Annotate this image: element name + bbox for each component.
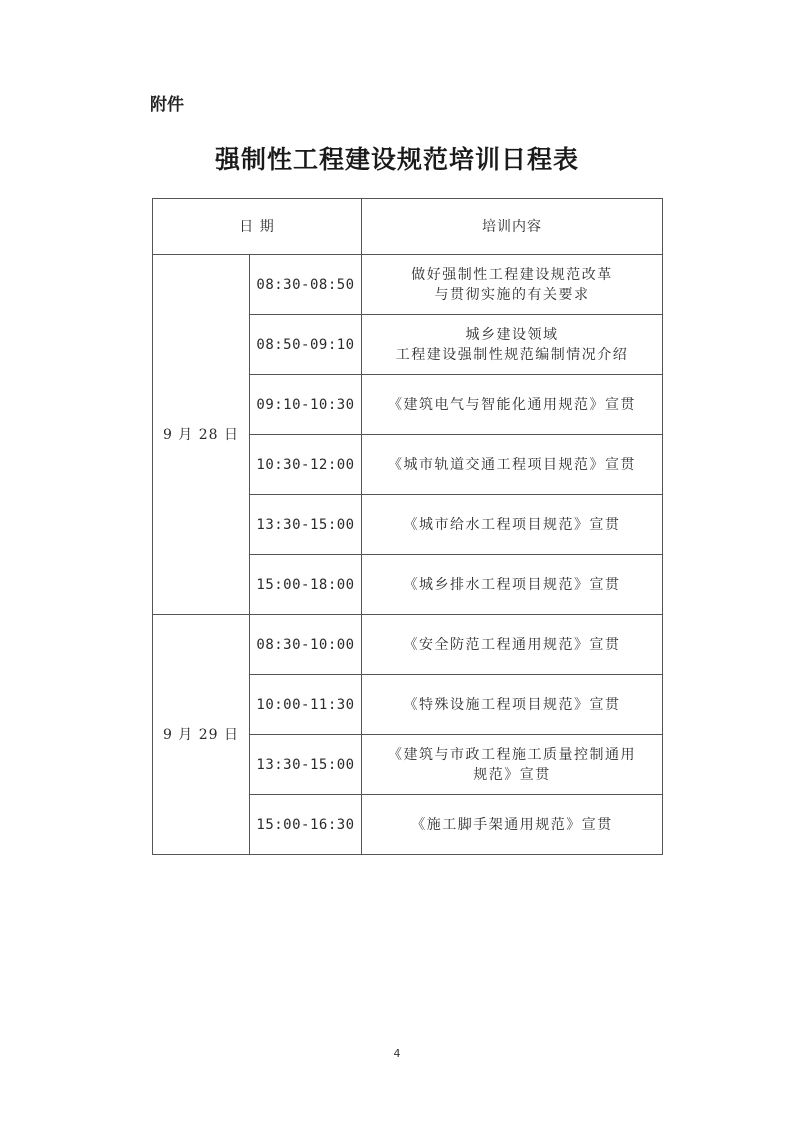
- content-cell: [362, 615, 663, 675]
- content-line: 《城市轨道交通工程项目规范》宣贯: [388, 456, 637, 473]
- content-cell: [362, 315, 663, 375]
- content-cell: [362, 495, 663, 555]
- header-content: 培训内容: [362, 199, 663, 255]
- content-line: 《建筑与市政工程施工质量控制通用: [388, 746, 637, 763]
- time-cell: 10:00-11:30: [250, 675, 362, 735]
- content-cell: [362, 375, 663, 435]
- content-line: 与贯彻实施的有关要求: [434, 286, 590, 303]
- schedule-body: [153, 255, 663, 855]
- content-cell: [362, 435, 663, 495]
- time-cell: 13:30-15:00: [250, 735, 362, 795]
- content-line: 《安全防范工程通用规范》宣贯: [403, 636, 621, 653]
- content-line: 《城乡排水工程项目规范》宣贯: [403, 576, 621, 593]
- time-cell: 15:00-16:30: [250, 795, 362, 855]
- document-title: 强制性工程建设规范培训日程表: [214, 145, 579, 174]
- content-line: 做好强制性工程建设规范改革: [411, 266, 613, 283]
- content-cell: [362, 675, 663, 735]
- content-cell: [362, 255, 663, 315]
- content-line: 城乡建设领域: [465, 326, 559, 343]
- content-line: 《城市给水工程项目规范》宣贯: [403, 516, 621, 533]
- attachment-label: 附件: [150, 95, 184, 115]
- content-cell: [362, 555, 663, 615]
- time-cell: 08:50-09:10: [250, 315, 362, 375]
- time-cell: 15:00-18:00: [250, 555, 362, 615]
- time-cell: 09:10-10:30: [250, 375, 362, 435]
- page-number: 4: [393, 1047, 401, 1060]
- date-cell: 9 月 28 日: [153, 255, 250, 615]
- content-cell: [362, 795, 663, 855]
- content-line: 《建筑电气与智能化通用规范》宣贯: [388, 396, 637, 413]
- content-line: 《施工脚手架通用规范》宣贯: [411, 816, 613, 833]
- time-cell: 13:30-15:00: [250, 495, 362, 555]
- time-cell: 08:30-10:00: [250, 615, 362, 675]
- content-line: 《特殊设施工程项目规范》宣贯: [403, 696, 621, 713]
- schedule-table: [152, 198, 663, 855]
- date-cell: 9 月 29 日: [153, 615, 250, 855]
- time-cell: 08:30-08:50: [250, 255, 362, 315]
- table-row: [153, 255, 663, 315]
- content-cell: [362, 735, 663, 795]
- content-line: 规范》宣贯: [473, 766, 551, 783]
- table-row: [153, 615, 663, 675]
- time-cell: 10:30-12:00: [250, 435, 362, 495]
- header-date: 日 期: [153, 199, 362, 255]
- content-line: 工程建设强制性规范编制情况介绍: [395, 346, 629, 363]
